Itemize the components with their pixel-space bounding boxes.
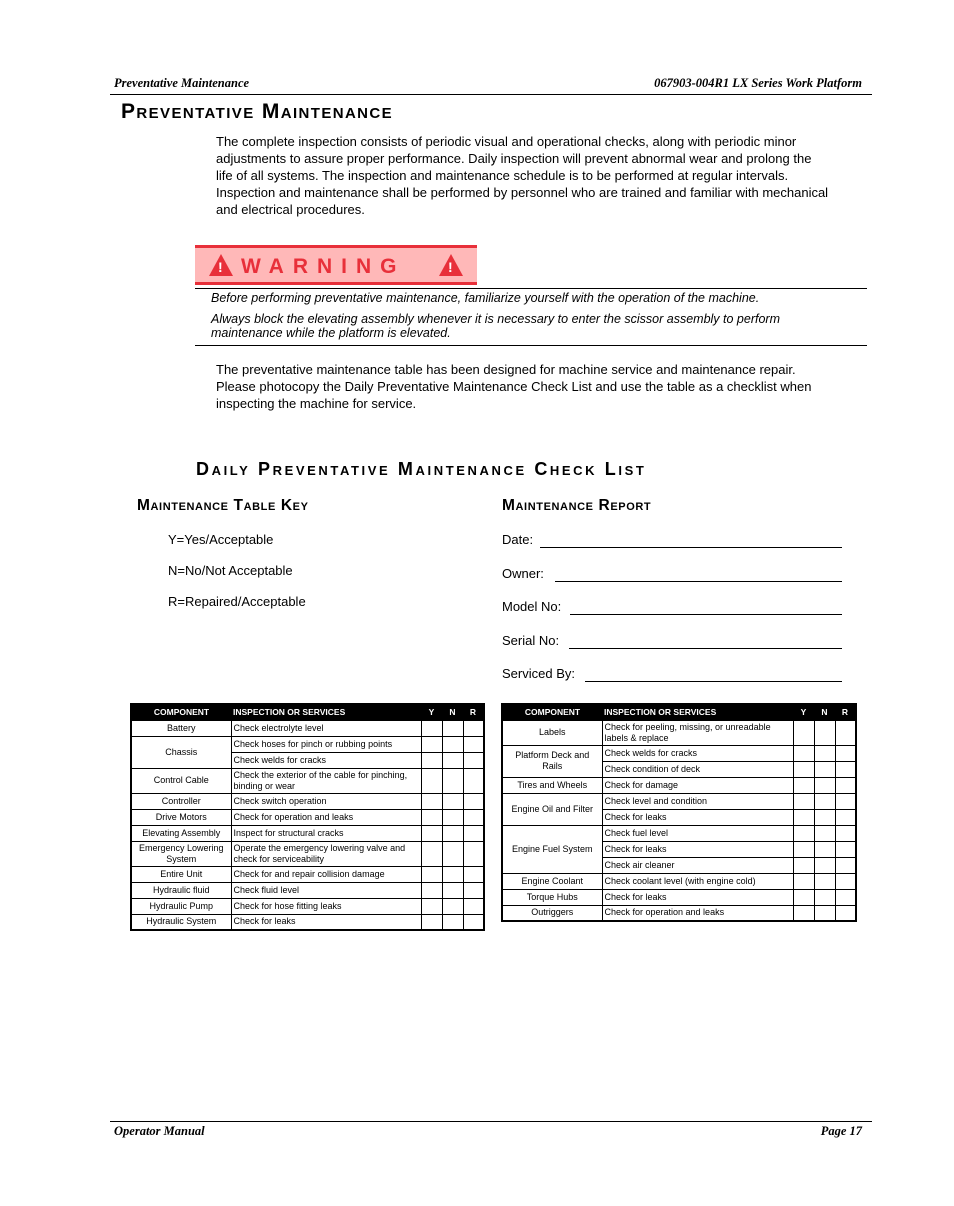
table-row	[502, 745, 856, 761]
check-box-r[interactable]	[463, 809, 484, 825]
component-cell: Emergency Lowering System	[131, 841, 231, 866]
table-row	[502, 720, 856, 745]
intro-line: The complete inspection consists of periodic visual and operational checks, along with periodic minor	[216, 134, 797, 149]
component-cell: Drive Motors	[131, 809, 231, 825]
check-box-y[interactable]	[793, 745, 814, 761]
intro-line: Inspection and maintenance shall be performed by personnel who are trained and familiar with mechanical	[216, 185, 829, 200]
check-box-n[interactable]	[814, 809, 835, 825]
check-box-r[interactable]	[463, 752, 484, 768]
component-cell: Hydraulic System	[131, 914, 231, 930]
report-field-label: Date:	[502, 532, 534, 547]
table-intro-line: The preventative maintenance table has been designed for machine service and maintenance repair.	[216, 362, 796, 377]
intro-line: life of all systems. The inspection and maintenance schedule is to be performed at regular intervals.	[216, 168, 789, 183]
col-header-r: R	[835, 704, 856, 720]
inspection-cell: Check for operation and leaks	[231, 809, 421, 825]
inspection-cell: Check for damage	[602, 777, 793, 793]
check-box-r[interactable]	[835, 761, 856, 777]
check-box-r[interactable]	[463, 825, 484, 841]
check-box-n[interactable]	[442, 898, 463, 914]
page-header	[110, 76, 872, 95]
inspection-cell: Check switch operation	[231, 793, 421, 809]
check-box-n[interactable]	[814, 889, 835, 905]
check-box-y[interactable]	[793, 793, 814, 809]
warning-divider	[195, 288, 867, 289]
report-field-serviced-by[interactable]	[502, 666, 842, 684]
inspection-cell: Inspect for structural cracks	[231, 825, 421, 841]
table-row	[131, 866, 484, 882]
component-cell: Chassis	[131, 736, 231, 768]
report-field-label: Serviced By:	[502, 666, 575, 681]
col-header-y: Y	[421, 704, 442, 720]
check-box-y[interactable]	[793, 889, 814, 905]
table-row	[502, 889, 856, 905]
inspection-cell: Check welds for cracks	[231, 752, 421, 768]
key-item: Y=Yes/Acceptable	[168, 532, 274, 547]
report-field-model[interactable]	[502, 599, 842, 617]
inspection-cell: Check for hose fitting leaks	[231, 898, 421, 914]
table-row	[131, 736, 484, 752]
intro-line: adjustments to assure proper performance. Daily inspection will prevent abnormal wear and prolong the	[216, 151, 812, 166]
table-row	[502, 873, 856, 889]
maintenance-table-left	[130, 703, 485, 931]
check-box-r[interactable]	[835, 793, 856, 809]
check-box-r[interactable]	[835, 905, 856, 921]
check-box-y[interactable]	[421, 809, 442, 825]
component-cell: Battery	[131, 720, 231, 736]
key-item: R=Repaired/Acceptable	[168, 594, 306, 609]
check-box-y[interactable]	[793, 825, 814, 841]
table-row	[131, 825, 484, 841]
inspection-cell: Check level and condition	[602, 793, 793, 809]
warning-banner	[195, 245, 477, 285]
check-box-y[interactable]	[421, 841, 442, 866]
header-document-id: 067903-004R1 LX Series Work Platform	[654, 76, 862, 90]
footer-page-number: Page 17	[820, 1124, 862, 1138]
table-row	[131, 841, 484, 866]
inspection-cell: Check for leaks	[602, 889, 793, 905]
check-box-n[interactable]	[814, 825, 835, 841]
check-box-r[interactable]	[463, 793, 484, 809]
page-footer	[110, 1121, 872, 1140]
col-header-y: Y	[793, 704, 814, 720]
check-box-y[interactable]	[793, 841, 814, 857]
table-intro-line: Please photocopy the Daily Preventative Maintenance Check List and use the table as a checklist when	[216, 379, 812, 394]
component-cell: Entire Unit	[131, 866, 231, 882]
check-box-y[interactable]	[421, 793, 442, 809]
key-item: N=No/Not Acceptable	[168, 563, 293, 578]
col-header-component: COMPONENT	[131, 704, 231, 720]
report-field-label: Model No:	[502, 599, 562, 614]
component-cell: Tires and Wheels	[502, 777, 602, 793]
check-box-r[interactable]	[463, 768, 484, 793]
check-box-r[interactable]	[835, 720, 856, 745]
report-field-serial[interactable]	[502, 633, 842, 651]
footer-manual-name: Operator Manual	[114, 1124, 205, 1138]
check-box-r[interactable]	[835, 889, 856, 905]
report-field-owner[interactable]	[502, 566, 842, 584]
check-box-r[interactable]	[463, 914, 484, 930]
inspection-cell: Check coolant level (with engine cold)	[602, 873, 793, 889]
check-box-n[interactable]	[814, 793, 835, 809]
check-box-r[interactable]	[835, 825, 856, 841]
check-box-n[interactable]	[814, 761, 835, 777]
component-cell: Engine Coolant	[502, 873, 602, 889]
header-section-title: Preventative Maintenance	[114, 76, 250, 90]
component-cell: Labels	[502, 720, 602, 745]
inspection-cell: Check fuel level	[602, 825, 793, 841]
check-box-n[interactable]	[814, 873, 835, 889]
check-box-y[interactable]	[421, 752, 442, 768]
inspection-cell: Check fluid level	[231, 882, 421, 898]
table-row	[131, 768, 484, 793]
component-cell: Hydraulic fluid	[131, 882, 231, 898]
check-box-y[interactable]	[793, 857, 814, 873]
check-box-r[interactable]	[835, 873, 856, 889]
check-box-n[interactable]	[442, 825, 463, 841]
report-field-date[interactable]	[502, 532, 842, 550]
key-title: Maintenance Table Key	[137, 497, 309, 514]
check-box-y[interactable]	[793, 720, 814, 745]
col-header-inspection: INSPECTION OR SERVICES	[231, 704, 421, 720]
component-cell: Engine Fuel System	[502, 825, 602, 873]
component-cell: Outriggers	[502, 905, 602, 921]
component-cell: Elevating Assembly	[131, 825, 231, 841]
check-box-r[interactable]	[463, 866, 484, 882]
check-box-y[interactable]	[421, 914, 442, 930]
table-row	[131, 914, 484, 930]
table-intro-line: inspecting the machine for service.	[216, 396, 417, 411]
table-row	[502, 777, 856, 793]
check-box-r[interactable]	[463, 720, 484, 736]
checklist-title: Daily Preventative Maintenance Check List	[196, 459, 647, 479]
table-row	[131, 882, 484, 898]
warning-divider	[195, 345, 867, 346]
inspection-cell: Check for peeling, missing, or unreadable labels & replace	[602, 720, 793, 745]
check-box-n[interactable]	[442, 841, 463, 866]
component-cell: Control Cable	[131, 768, 231, 793]
check-box-n[interactable]	[442, 809, 463, 825]
fill-in-line	[540, 547, 842, 548]
intro-paragraph	[216, 133, 870, 218]
inspection-cell: Check air cleaner	[602, 857, 793, 873]
intro-line: and electrical procedures.	[216, 202, 365, 217]
check-box-y[interactable]	[793, 873, 814, 889]
report-title: Maintenance Report	[502, 497, 652, 514]
check-box-r[interactable]	[835, 777, 856, 793]
inspection-cell: Check welds for cracks	[602, 745, 793, 761]
check-box-r[interactable]	[463, 736, 484, 752]
check-box-r[interactable]	[835, 809, 856, 825]
check-box-r[interactable]	[463, 841, 484, 866]
col-header-r: R	[463, 704, 484, 720]
warning-text-line: Always block the elevating assembly whenever it is necessary to enter the scissor assembly to perform	[211, 312, 780, 326]
col-header-inspection: INSPECTION OR SERVICES	[602, 704, 793, 720]
check-box-n[interactable]	[442, 736, 463, 752]
fill-in-line	[569, 648, 842, 649]
table-row	[502, 905, 856, 921]
check-box-y[interactable]	[793, 809, 814, 825]
check-box-y[interactable]	[421, 768, 442, 793]
check-box-n[interactable]	[442, 914, 463, 930]
table-row	[131, 720, 484, 736]
check-box-y[interactable]	[421, 736, 442, 752]
inspection-cell: Operate the emergency lowering valve and check for serviceability	[231, 841, 421, 866]
fill-in-line	[570, 614, 842, 615]
check-box-n[interactable]	[442, 768, 463, 793]
component-cell: Hydraulic Pump	[131, 898, 231, 914]
check-box-r[interactable]	[835, 857, 856, 873]
check-box-n[interactable]	[442, 752, 463, 768]
check-box-n[interactable]	[814, 905, 835, 921]
component-cell: Torque Hubs	[502, 889, 602, 905]
check-box-y[interactable]	[421, 825, 442, 841]
table-row	[131, 809, 484, 825]
check-box-y[interactable]	[793, 777, 814, 793]
inspection-cell: Check for leaks	[231, 914, 421, 930]
table-row	[131, 793, 484, 809]
warning-text-line: maintenance while the platform is elevated.	[211, 326, 451, 340]
check-box-n[interactable]	[442, 882, 463, 898]
check-box-n[interactable]	[814, 745, 835, 761]
inspection-cell: Check for and repair collision damage	[231, 866, 421, 882]
col-header-component: COMPONENT	[502, 704, 602, 720]
col-header-n: N	[442, 704, 463, 720]
col-header-n: N	[814, 704, 835, 720]
warning-text-2	[211, 312, 861, 340]
check-box-n[interactable]	[442, 720, 463, 736]
table-intro-paragraph	[216, 361, 870, 412]
fill-in-line	[585, 681, 842, 682]
table-row	[502, 793, 856, 809]
inspection-cell: Check condition of deck	[602, 761, 793, 777]
check-box-r[interactable]	[463, 898, 484, 914]
inspection-cell: Check for leaks	[602, 841, 793, 857]
maintenance-table-right	[501, 703, 857, 922]
check-box-n[interactable]	[814, 841, 835, 857]
check-box-y[interactable]	[421, 898, 442, 914]
inspection-cell: Check hoses for pinch or rubbing points	[231, 736, 421, 752]
check-box-y[interactable]	[421, 866, 442, 882]
component-cell: Controller	[131, 793, 231, 809]
warning-triangle-icon: !	[439, 254, 463, 276]
warning-text-1: Before performing preventative maintenance, familiarize yourself with the operation of the machine.	[211, 291, 760, 305]
check-box-y[interactable]	[793, 905, 814, 921]
check-box-y[interactable]	[793, 761, 814, 777]
check-box-r[interactable]	[835, 745, 856, 761]
inspection-cell: Check for operation and leaks	[602, 905, 793, 921]
check-box-r[interactable]	[463, 882, 484, 898]
table-row	[131, 898, 484, 914]
check-box-n[interactable]	[442, 866, 463, 882]
inspection-cell: Check the exterior of the cable for pinching, binding or wear	[231, 768, 421, 793]
component-cell: Engine Oil and Filter	[502, 793, 602, 825]
report-field-label: Serial No:	[502, 633, 560, 648]
inspection-cell: Check electrolyte level	[231, 720, 421, 736]
report-field-label: Owner:	[502, 566, 544, 581]
warning-triangle-icon: !	[209, 254, 233, 276]
warning-label: WARNING	[241, 255, 406, 278]
check-box-y[interactable]	[421, 882, 442, 898]
check-box-y[interactable]	[421, 720, 442, 736]
check-box-n[interactable]	[814, 857, 835, 873]
check-box-n[interactable]	[442, 793, 463, 809]
table-row	[502, 825, 856, 841]
page-title: Preventative Maintenance	[121, 100, 394, 123]
check-box-n[interactable]	[814, 720, 835, 745]
component-cell: Platform Deck and Rails	[502, 745, 602, 777]
check-box-r[interactable]	[835, 841, 856, 857]
inspection-cell: Check for leaks	[602, 809, 793, 825]
check-box-n[interactable]	[814, 777, 835, 793]
fill-in-line	[555, 581, 842, 582]
